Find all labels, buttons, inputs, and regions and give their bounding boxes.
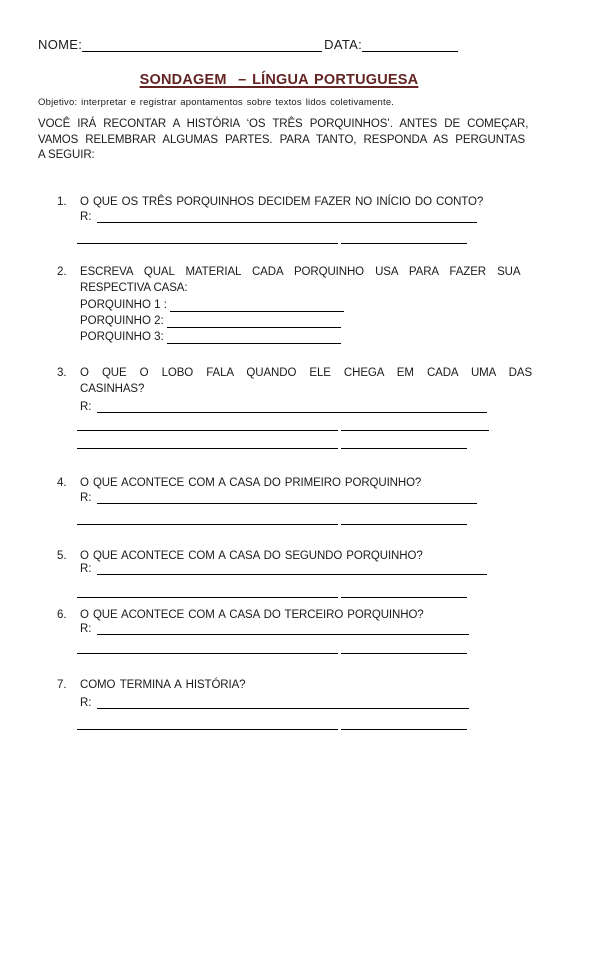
answer-line [341,709,467,730]
question-number: 6. [57,608,67,621]
question-number: 2. [57,265,67,278]
porquinho-row-3 [80,328,520,344]
answer-prefix: R: [80,562,92,575]
answer-line [97,210,477,223]
answer-line [77,431,338,449]
answer-line [341,635,467,654]
answer-line [97,491,477,504]
answer-line [167,328,341,344]
question-item-6 [38,607,520,654]
question-text: O QUE OS TRÊS PORQUINHOS DECIDEM FAZER NO INÍCIO DO CONTO? [80,195,484,208]
answer-prefix: R: [80,622,92,635]
answer-continuation-row [77,223,520,244]
answer-row [80,623,520,635]
intro-paragraph [38,117,529,164]
question-number: 7. [57,678,67,691]
question-list [38,194,533,730]
answer-line [77,635,338,654]
question-item-7 [38,677,520,730]
answer-continuation-row [77,709,520,730]
question-item-1 [38,194,520,244]
answer-line [97,564,487,575]
answer-row [80,491,520,504]
intro-line: A SEGUIR: [38,149,95,161]
answer-line [77,504,338,525]
answer-prefix: R: [80,400,92,413]
answer-line [97,693,469,709]
date-answer-line [362,38,458,52]
answer-line [170,296,344,312]
porquinho-label: PORQUINHO 1 : [80,298,167,311]
question-text: CASINHAS? [80,382,145,395]
question-text: O QUE O LOBO FALA QUANDO ELE CHEGA EM CADA UMA DAS [80,366,533,379]
question-text: RESPECTIVA CASA: [80,281,188,294]
answer-continuation-row [77,504,520,525]
answer-line [77,575,338,598]
answer-line [77,223,338,244]
answer-prefix: R: [80,696,92,709]
answer-row [80,397,520,413]
page-title: SONDAGEM – LÍNGUA PORTUGUESA [139,72,419,88]
porquinho-label: PORQUINHO 3: [80,330,164,343]
question-number: 4. [57,476,67,489]
header [38,36,520,52]
intro-line: VAMOS RELEMBRAR ALGUMAS PARTES. PARA TANTO, RESPONDA AS PERGUNTAS [38,133,526,146]
question-text: O QUE ACONTECE COM A CASA DO PRIMEIRO PORQUINHO? [80,476,422,489]
answer-line [97,623,469,635]
answer-row [80,210,520,223]
question-number: 1. [57,195,67,208]
porquinho-row-2 [80,312,520,328]
question-text: O QUE ACONTECE COM A CASA DO TERCEIRO PORQUINHO? [80,608,424,621]
answer-row [80,564,520,575]
answer-prefix: R: [80,491,92,504]
question-item-5 [38,548,520,598]
question-number: 3. [57,366,67,379]
answer-continuation-row [77,431,520,449]
answer-prefix: R: [80,210,92,223]
answer-line [341,504,467,525]
question-item-4 [38,475,520,525]
answer-line [341,575,467,598]
question-text: O QUE ACONTECE COM A CASA DO SEGUNDO PORQUINHO? [80,549,423,562]
name-label: NOME: [38,37,83,52]
answer-row [80,693,520,709]
answer-line [167,312,341,328]
answer-line [341,223,467,244]
question-number: 5. [57,549,67,562]
answer-line [77,413,338,431]
porquinho-row-1 [80,296,520,312]
porquinho-label: PORQUINHO 2: [80,314,164,327]
objective-text: Objetivo: interpretar e registrar apontamentos sobre textos lidos coletivamente. [38,97,395,108]
question-text: ESCREVA QUAL MATERIAL CADA PORQUINHO USA PARA FAZER SUA [80,265,521,278]
name-answer-line [82,38,322,52]
question-text: COMO TERMINA A HISTÓRIA? [80,678,246,691]
answer-continuation-row [77,413,520,431]
question-item-2 [38,264,520,344]
answer-line [341,431,467,449]
answer-line [77,709,338,730]
question-item-3 [38,365,533,449]
date-label: DATA: [324,37,362,52]
answer-continuation-row [77,575,520,598]
answer-continuation-row [77,635,520,654]
answer-line [341,413,489,431]
answer-line [97,397,487,413]
intro-line: VOCÊ IRÁ RECONTAR A HISTÓRIA ‘OS TRÊS PORQUINHOS’. ANTES DE COMEÇAR, [38,118,529,130]
